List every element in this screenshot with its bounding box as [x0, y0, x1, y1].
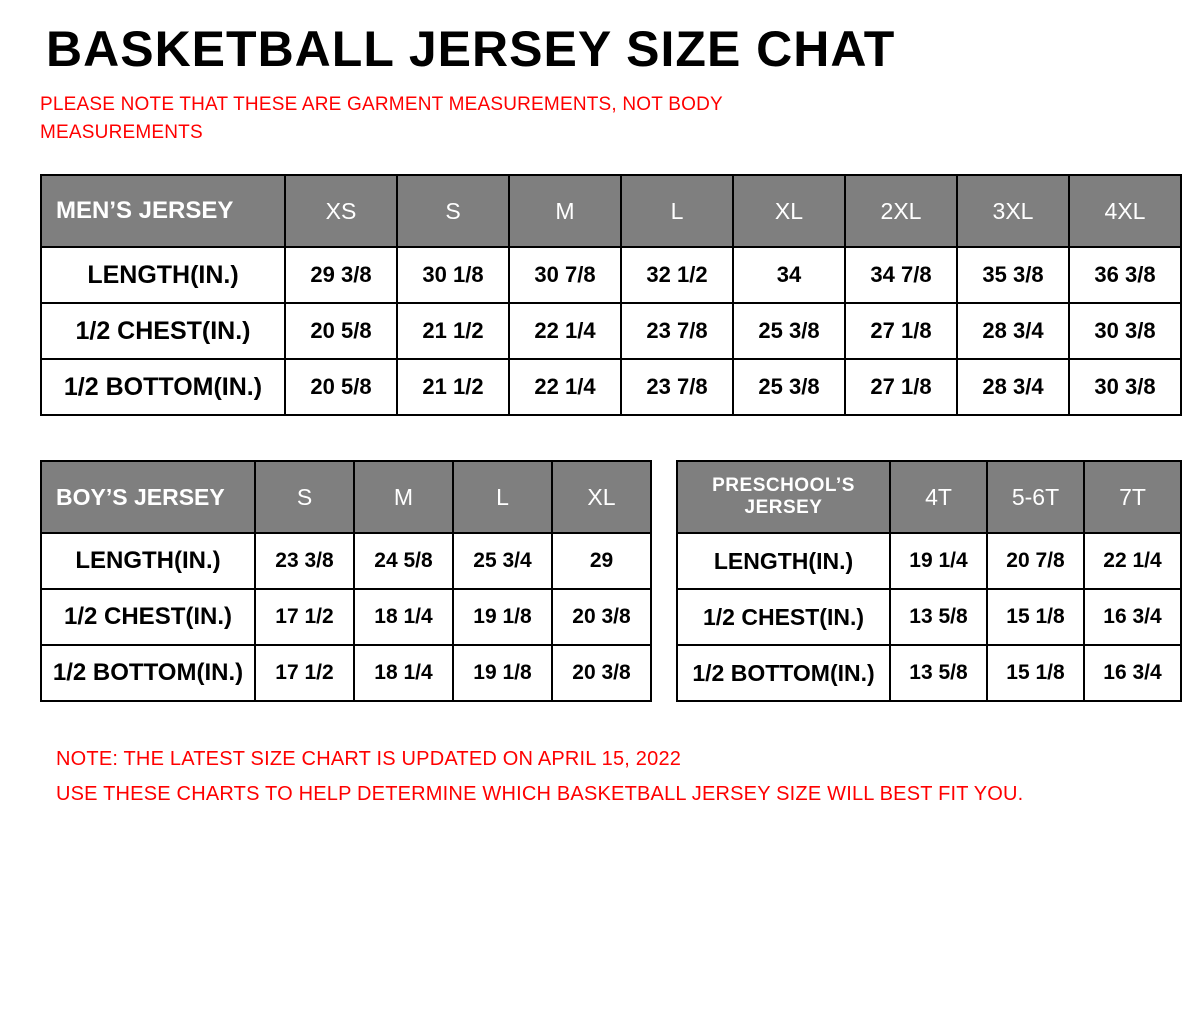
- mens-cell: 34 7/8: [845, 247, 957, 303]
- mens-cell: 29 3/8: [285, 247, 397, 303]
- mens-row-label: 1/2 BOTTOM(IN.): [41, 359, 285, 415]
- mens-cell: 35 3/8: [957, 247, 1069, 303]
- boys-cell: 18 1/4: [354, 589, 453, 645]
- preschool-cell: 22 1/4: [1084, 533, 1181, 589]
- mens-cell: 20 5/8: [285, 303, 397, 359]
- boys-cell: 20 3/8: [552, 589, 651, 645]
- boys-row-label: LENGTH(IN.): [41, 533, 255, 589]
- mens-cell: 28 3/4: [957, 303, 1069, 359]
- mens-cell: 20 5/8: [285, 359, 397, 415]
- mens-cell: 25 3/8: [733, 303, 845, 359]
- table-header-row: [41, 175, 1181, 247]
- preschool-row-label: LENGTH(IN.): [677, 533, 890, 589]
- table-row: [41, 303, 1181, 359]
- preschool-cell: 15 1/8: [987, 645, 1084, 701]
- mens-cell: 25 3/8: [733, 359, 845, 415]
- table-row: [677, 533, 1181, 589]
- preschool-size-header: 5-6T: [987, 461, 1084, 533]
- footer-note-update: NOTE: THE LATEST SIZE CHART IS UPDATED ON APRIL 15, 2022: [56, 748, 682, 771]
- table-header-row: [677, 461, 1181, 533]
- table-row: [41, 359, 1181, 415]
- mens-cell: 23 7/8: [621, 359, 733, 415]
- mens-cell: 30 1/8: [397, 247, 509, 303]
- mens-row-label: LENGTH(IN.): [41, 247, 285, 303]
- mens-cell: 23 7/8: [621, 303, 733, 359]
- boys-cell: 20 3/8: [552, 645, 651, 701]
- preschool-cell: 13 5/8: [890, 645, 987, 701]
- preschool-row-label: 1/2 BOTTOM(IN.): [677, 645, 890, 701]
- mens-size-header: 2XL: [845, 175, 957, 247]
- table-row: [41, 533, 651, 589]
- boys-row-label: 1/2 CHEST(IN.): [41, 589, 255, 645]
- boys-cell: 25 3/4: [453, 533, 552, 589]
- page-title: BASKETBALL JERSEY SIZE CHAT: [46, 21, 896, 77]
- mens-size-header: XS: [285, 175, 397, 247]
- boys-cell: 19 1/8: [453, 589, 552, 645]
- boys-row-label: 1/2 BOTTOM(IN.): [41, 645, 255, 701]
- mens-cell: 22 1/4: [509, 303, 621, 359]
- boys-size-header: XL: [552, 461, 651, 533]
- table-header-row: [41, 461, 651, 533]
- boys-size-header: L: [453, 461, 552, 533]
- preschool-cell: 19 1/4: [890, 533, 987, 589]
- preschool-cell: 16 3/4: [1084, 645, 1181, 701]
- mens-cell: 27 1/8: [845, 303, 957, 359]
- mens-cell: 30 3/8: [1069, 303, 1181, 359]
- boys-size-header: M: [354, 461, 453, 533]
- preschool-jersey-header-label: PRESCHOOL’S JERSEY: [677, 461, 890, 533]
- mens-cell: 32 1/2: [621, 247, 733, 303]
- size-chart-page: [0, 22, 1200, 812]
- mens-cell: 28 3/4: [957, 359, 1069, 415]
- mens-row-label: 1/2 CHEST(IN.): [41, 303, 285, 359]
- top-note: PLEASE NOTE THAT THESE ARE GARMENT MEASUREMENTS, NOT BODY MEASUREMENTS: [40, 94, 723, 143]
- boys-cell: 23 3/8: [255, 533, 354, 589]
- boys-cell: 17 1/2: [255, 589, 354, 645]
- boys-cell: 19 1/8: [453, 645, 552, 701]
- mens-jersey-header-label: MEN’S JERSEY: [41, 175, 285, 247]
- boys-cell: 17 1/2: [255, 645, 354, 701]
- table-row: [41, 247, 1181, 303]
- mens-size-header: XL: [733, 175, 845, 247]
- boys-jersey-header-label: BOY’S JERSEY: [41, 461, 255, 533]
- mens-cell: 34: [733, 247, 845, 303]
- preschool-size-header: 7T: [1084, 461, 1181, 533]
- boys-cell: 29: [552, 533, 651, 589]
- boys-jersey-table: [40, 460, 652, 702]
- footer-notes: [56, 742, 1178, 812]
- mens-size-header: M: [509, 175, 621, 247]
- preschool-size-header: 4T: [890, 461, 987, 533]
- footer-note-usage: USE THESE CHARTS TO HELP DETERMINE WHICH BASKETBALL JERSEY SIZE WILL BEST FIT YOU.: [56, 783, 1024, 806]
- table-row: [41, 645, 651, 701]
- mens-cell: 36 3/8: [1069, 247, 1181, 303]
- boys-cell: 24 5/8: [354, 533, 453, 589]
- mens-cell: 21 1/2: [397, 359, 509, 415]
- table-row: [677, 589, 1181, 645]
- mens-size-header: S: [397, 175, 509, 247]
- mens-cell: 30 7/8: [509, 247, 621, 303]
- preschool-row-label: 1/2 CHEST(IN.): [677, 589, 890, 645]
- mens-cell: 22 1/4: [509, 359, 621, 415]
- preschool-cell: 16 3/4: [1084, 589, 1181, 645]
- mens-cell: 30 3/8: [1069, 359, 1181, 415]
- table-row: [41, 589, 651, 645]
- mens-size-header: L: [621, 175, 733, 247]
- preschool-jersey-table: [676, 460, 1182, 702]
- table-row: [677, 645, 1181, 701]
- preschool-cell: 20 7/8: [987, 533, 1084, 589]
- mens-cell: 21 1/2: [397, 303, 509, 359]
- boys-cell: 18 1/4: [354, 645, 453, 701]
- mens-size-header: 3XL: [957, 175, 1069, 247]
- mens-jersey-table: [40, 174, 1182, 416]
- lower-tables-container: [40, 460, 1178, 702]
- mens-size-header: 4XL: [1069, 175, 1181, 247]
- preschool-cell: 15 1/8: [987, 589, 1084, 645]
- mens-cell: 27 1/8: [845, 359, 957, 415]
- boys-size-header: S: [255, 461, 354, 533]
- preschool-cell: 13 5/8: [890, 589, 987, 645]
